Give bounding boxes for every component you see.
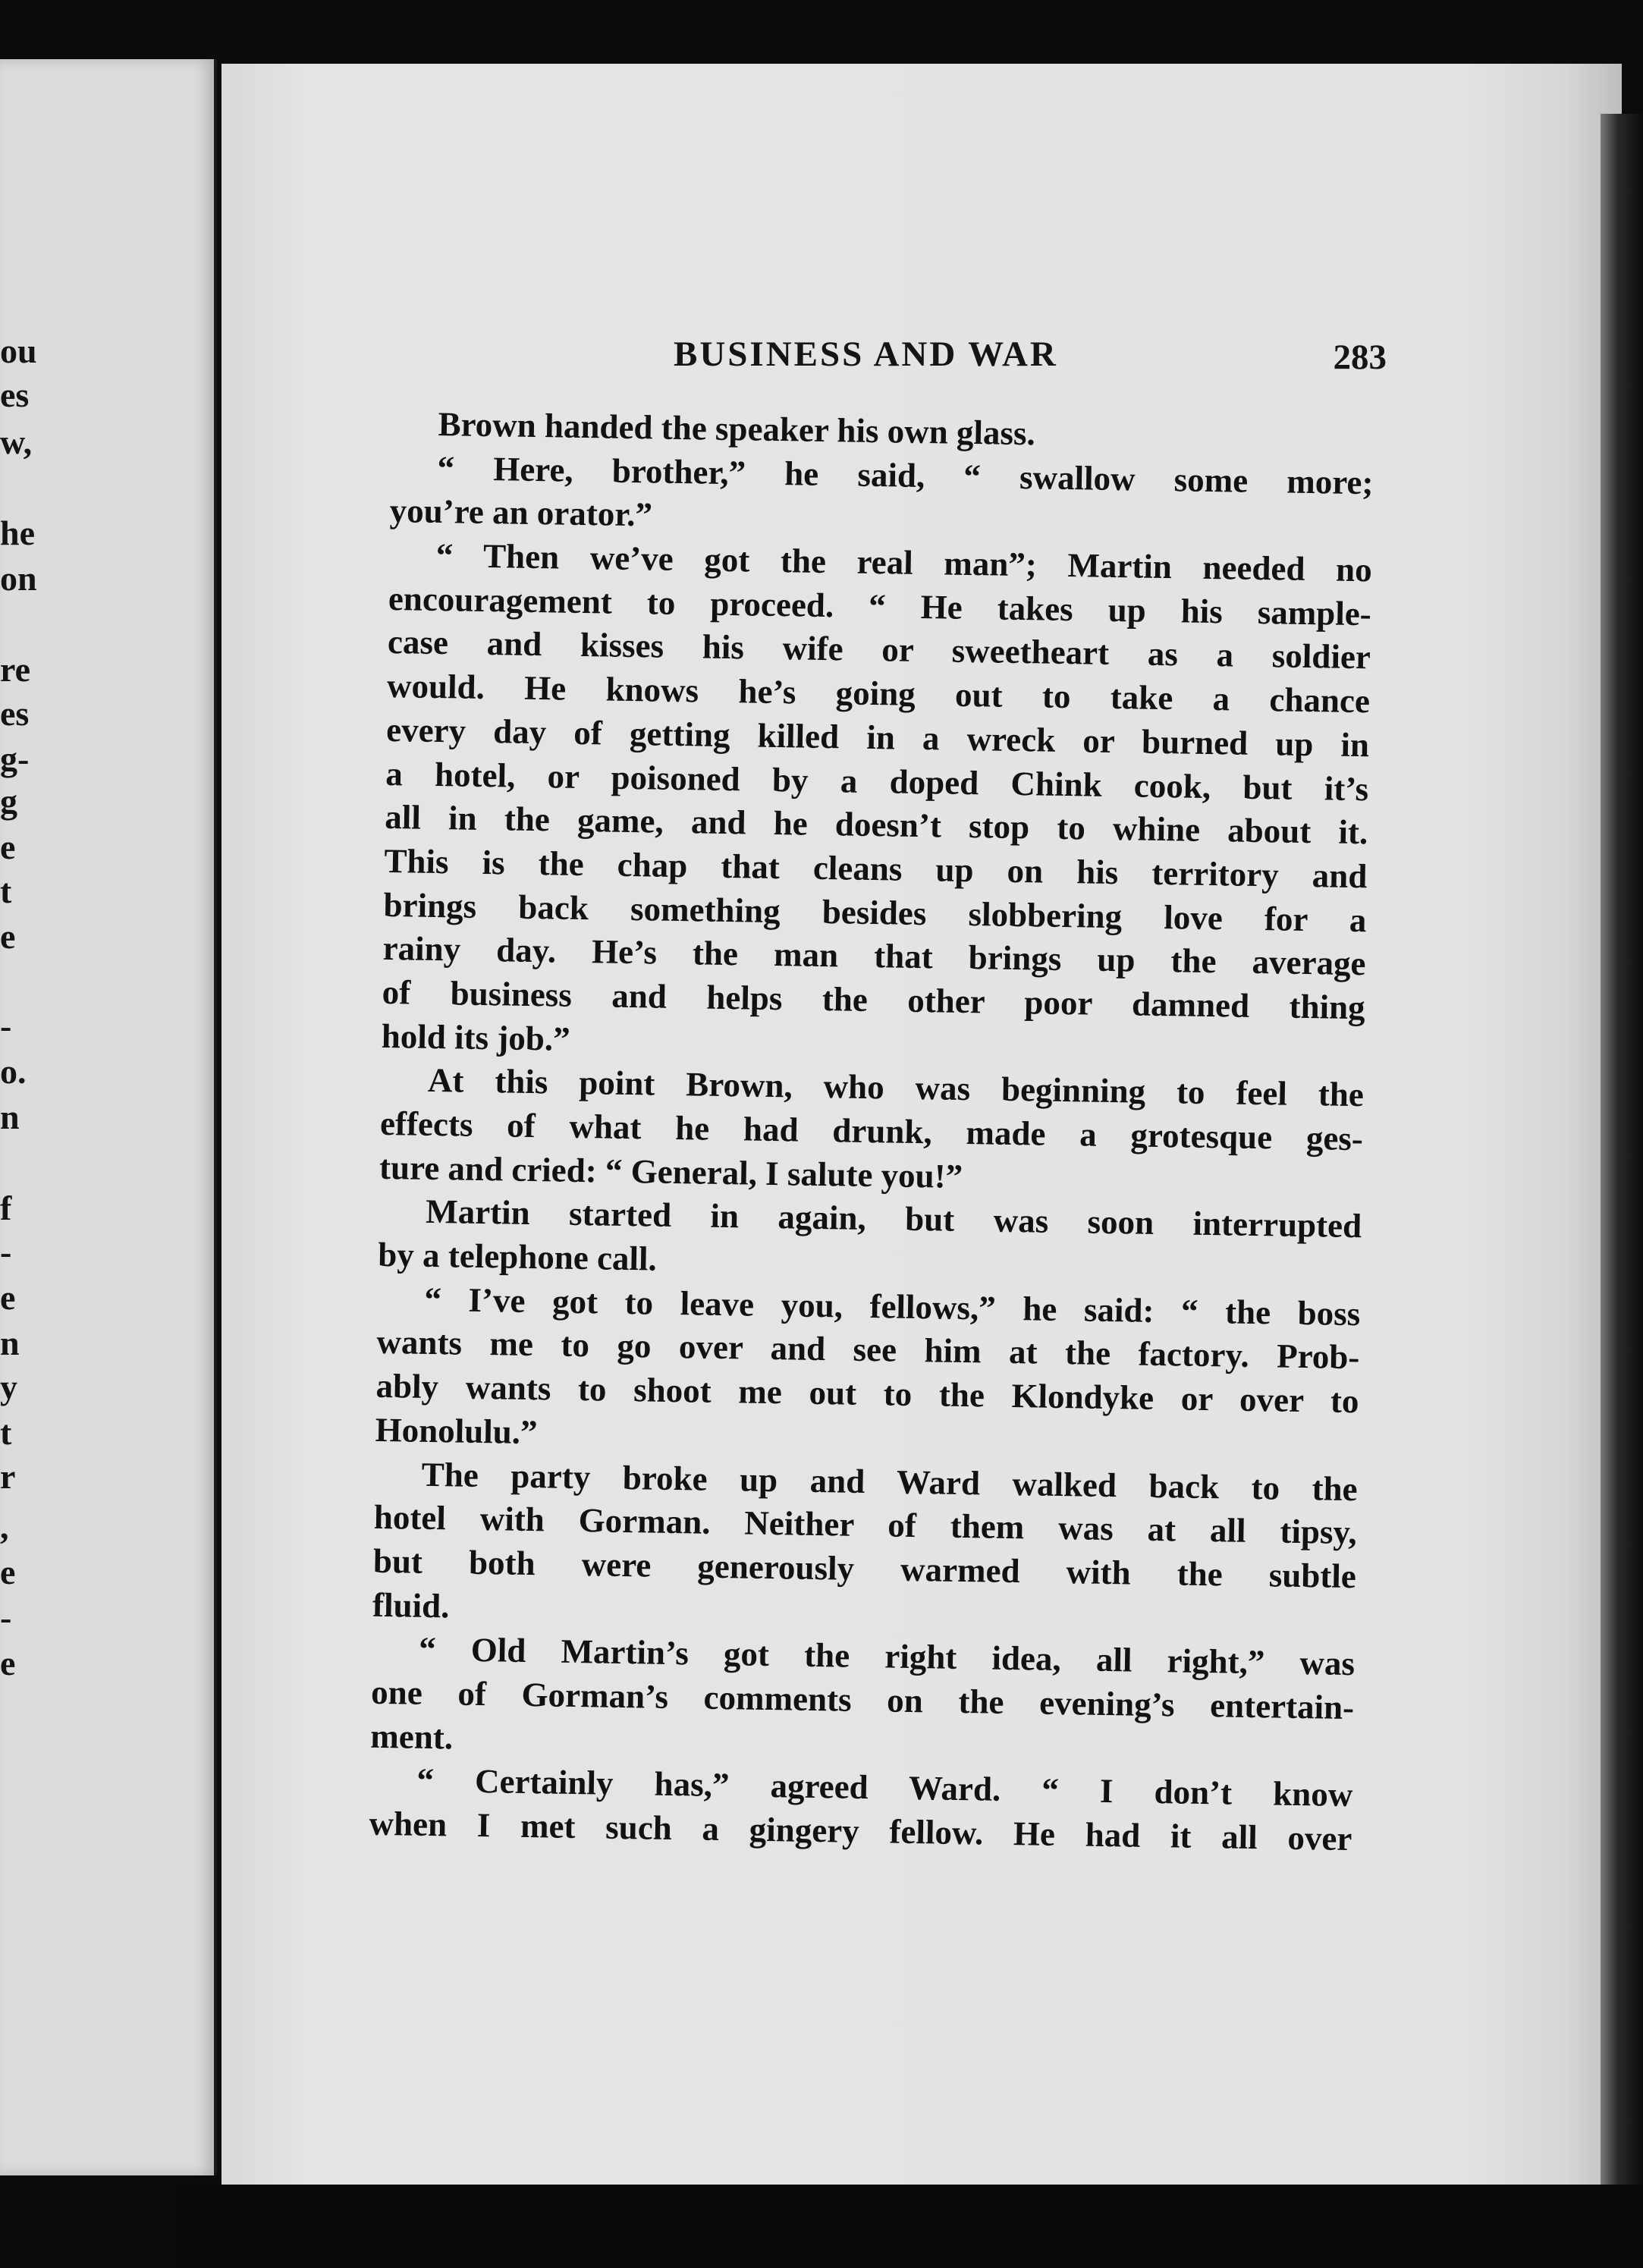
text-line: “ Certainly has,” agreed Ward. “ I don’t know bbox=[416, 1761, 1353, 1814]
facing-page-fragment: t bbox=[0, 1413, 12, 1452]
text-line: encouragement to proceed. “ He takes up his sample- bbox=[388, 579, 1372, 633]
facing-page-fragment: e bbox=[0, 917, 16, 956]
text-line: one of Gorman’s comments on the evening’s entertain- bbox=[370, 1673, 1355, 1727]
facing-page-fragment: e bbox=[0, 1644, 16, 1682]
facing-page-fragment: t bbox=[0, 872, 12, 910]
text-line: by a telephone call. bbox=[377, 1235, 658, 1278]
facing-page-fragment: , bbox=[0, 1507, 9, 1546]
facing-page-fragment: es bbox=[0, 694, 30, 733]
facing-page-fragment: - bbox=[0, 1598, 12, 1637]
facing-page-fragment: g- bbox=[0, 740, 30, 778]
text-line: but both were generously warmed with the subtle bbox=[372, 1541, 1357, 1596]
facing-page-fragment: y bbox=[0, 1368, 17, 1406]
text-line: when I met such a gingery fellow. He had it all over bbox=[369, 1804, 1352, 1858]
text-line: Martin started in again, but was soon interrupted bbox=[425, 1192, 1362, 1246]
text-line: ture and cried: “ General, I salute you!” bbox=[379, 1148, 963, 1195]
facing-page-fragment: e bbox=[0, 1553, 16, 1591]
text-line: every day of getting killed in a wreck or burned up in bbox=[385, 710, 1370, 765]
facing-page-fragment: he bbox=[0, 514, 35, 552]
text-line: wants me to go over and see him at the factory. Prob- bbox=[376, 1323, 1360, 1377]
text-line: fluid. bbox=[372, 1585, 450, 1625]
page-header bbox=[674, 334, 1387, 379]
text-line: of business and helps the other poor damned thing bbox=[382, 972, 1366, 1027]
text-line: The party broke up and Ward walked back to the bbox=[421, 1455, 1359, 1508]
text-line: ment. bbox=[369, 1717, 454, 1757]
facing-page-fragment: w, bbox=[0, 423, 33, 461]
facing-page-fragment: n bbox=[0, 1098, 20, 1136]
bottom-scan-border bbox=[174, 2185, 1643, 2268]
text-line: hotel with Gorman. Neither of them was at all tipsy, bbox=[373, 1498, 1358, 1552]
text-line: hold its job.” bbox=[381, 1016, 571, 1058]
page-body bbox=[369, 402, 1374, 1861]
facing-page-fragment: f bbox=[0, 1189, 12, 1227]
text-line: all in the game, and he doesn’t stop to whine about it. bbox=[385, 798, 1368, 852]
facing-page-fragment: ou bbox=[0, 331, 37, 370]
text-line: “ Here, brother,” he said, “ swallow some more; bbox=[437, 448, 1374, 502]
facing-page-fragment: - bbox=[0, 1233, 12, 1271]
text-line: rainy day. He’s the man that brings up the average bbox=[382, 929, 1366, 983]
facing-page-fragment: e bbox=[0, 1278, 16, 1317]
text-line: Honolulu.” bbox=[375, 1410, 538, 1452]
facing-page-fragment: n bbox=[0, 1324, 20, 1362]
facing-page-fragment: e bbox=[0, 828, 16, 866]
facing-page-fragment: r bbox=[0, 1457, 16, 1496]
text-line: This is the chap that cleans up on his territory and bbox=[384, 841, 1368, 896]
page-number: 283 bbox=[1333, 338, 1387, 377]
facing-page-fragment: o. bbox=[0, 1052, 27, 1091]
text-line: a hotel, or poisoned by a doped Chink cook, but it’s bbox=[385, 754, 1369, 808]
text-line: ably wants to shoot me out to the Klondyke or over to bbox=[375, 1366, 1359, 1421]
facing-page-left bbox=[0, 59, 217, 2175]
text-line: brings back something besides slobbering love for a bbox=[383, 885, 1367, 939]
text-line: “ I’ve got to leave you, fellows,” he said: “ the boss bbox=[424, 1280, 1361, 1333]
text-line: At this point Brown, who was beginning to feel the bbox=[427, 1061, 1365, 1114]
facing-page-fragment: g bbox=[0, 782, 17, 821]
text-line: “ Then we’ve got the real man”; Martin needed no bbox=[435, 536, 1373, 589]
facing-page-fragment: re bbox=[0, 650, 31, 689]
text-line: would. He knows he’s going out to take a chance bbox=[386, 667, 1371, 721]
text-line: “ Old Martin’s got the right idea, all right,” was bbox=[418, 1630, 1356, 1683]
facing-page-fragment: on bbox=[0, 559, 37, 598]
page-edge-shadow bbox=[1601, 114, 1643, 2192]
text-line: Brown handed the speaker his own glass. bbox=[438, 404, 1036, 453]
facing-page-fragment: - bbox=[0, 1007, 12, 1045]
running-head: BUSINESS AND WAR bbox=[674, 335, 1058, 374]
text-line: you’re an orator.” bbox=[389, 492, 653, 534]
text-line: case and kisses his wife or sweetheart as a soldier bbox=[387, 623, 1371, 677]
facing-page-fragment: es bbox=[0, 375, 30, 414]
text-line: effects of what he had drunk, made a grotesque ges- bbox=[379, 1104, 1364, 1158]
